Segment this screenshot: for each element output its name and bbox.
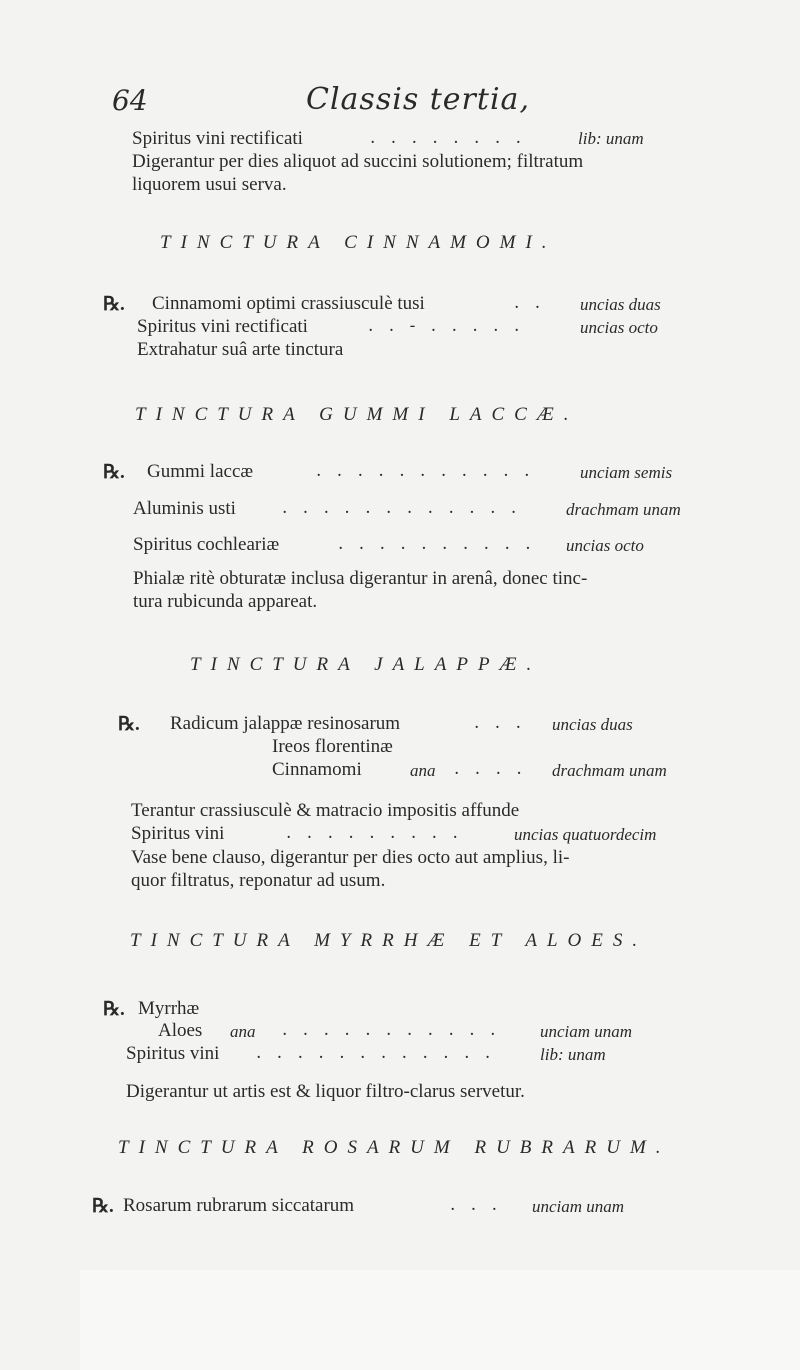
laccae-ingredient-3: Spiritus cochleariæ (133, 534, 280, 555)
cinnamomi-ingredient-2: Spiritus vini rectificati (137, 316, 308, 337)
intro-line-3: liquorem usui serva. (132, 174, 287, 195)
laccae-instruction-2: tura rubicunda appareat. (133, 591, 318, 612)
rosarum-ingredient-1-quantity: unciam unam (532, 1197, 625, 1216)
jalappae-instruction-3: quor filtratus, reponatur ad usum. (131, 870, 386, 891)
recipe-symbol: ℞. (92, 1196, 114, 1217)
jalappae-ingredient-1: Radicum jalappæ resinosarum (170, 713, 401, 734)
myrrhae-instruction: Digerantur ut artis est & liquor filtro-clarus servetur. (126, 1081, 525, 1102)
heading-tinctura-gummi-laccae: TINCTURA GUMMI LACCÆ. (135, 404, 579, 425)
cinnamomi-ingredient-2-dots: . . - . . . . . (368, 316, 525, 336)
jalappae-ingredient-3-quantity: drachmam unam (552, 761, 667, 780)
recipe-symbol: ℞. (118, 714, 140, 735)
laccae-ingredient-1-quantity: unciam semis (580, 463, 673, 482)
myrrhae-ingredient-2: Aloes (158, 1020, 203, 1041)
jalappae-ingredient-1-dots: . . . (474, 713, 527, 733)
intro-line-1-dots: . . . . . . . . (370, 128, 527, 148)
laccae-ingredient-3-quantity: uncias octo (566, 536, 644, 555)
recipe-symbol: ℞. (103, 294, 125, 315)
laccae-instruction-1: Phialæ ritè obturatæ inclusa digerantur in arenâ, donec tinc- (133, 568, 588, 589)
cinnamomi-ingredient-1-quantity: uncias duas (580, 295, 661, 314)
laccae-ingredient-1-dots: . . . . . . . . . . . (316, 461, 535, 481)
jalappae-ingredient-3-dots: . . . . (454, 759, 527, 779)
rosarum-ingredient-1: Rosarum rubrarum siccatarum (123, 1195, 355, 1216)
myrrhae-ingredient-3-dots: . . . . . . . . . . . . (256, 1043, 496, 1063)
jalappae-ingredient-2: Ireos florentinæ (272, 736, 393, 757)
jalappae-ingredient-4-quantity: uncias quatuordecim (514, 825, 657, 844)
laccae-ingredient-3-dots: . . . . . . . . . . (338, 534, 536, 554)
intro-line-2: Digerantur per dies aliquot ad succini solutionem; filtratum (132, 151, 584, 172)
jalappae-ana-label: ana (410, 761, 436, 780)
rosarum-ingredient-1-dots: . . . (450, 1195, 503, 1215)
recipe-symbol: ℞. (103, 999, 125, 1020)
jalappae-ingredient-4-dots: . . . . . . . . . (286, 823, 463, 843)
laccae-ingredient-2-dots: . . . . . . . . . . . . (282, 498, 522, 518)
jalappae-ingredient-3: Cinnamomi (272, 759, 362, 780)
myrrhae-ingredient-2-quantity: unciam unam (540, 1022, 633, 1041)
jalappae-ingredient-4: Spiritus vini (131, 823, 225, 844)
heading-tinctura-myrrhae-et-aloes: TINCTURA MYRRHÆ ET ALOES. (130, 930, 648, 951)
jalappae-instruction-1: Terantur crassiusculè & matracio impositis affunde (131, 800, 520, 821)
recipe-symbol: ℞. (103, 462, 125, 483)
heading-tinctura-rosarum-rubrarum: TINCTURA ROSARUM RUBRARUM. (118, 1137, 671, 1158)
myrrhae-ana-label: ana (230, 1022, 256, 1041)
myrrhae-ingredient-3: Spiritus vini (126, 1043, 220, 1064)
intro-line-1: Spiritus vini rectificati (132, 128, 303, 149)
laccae-ingredient-1: Gummi laccæ (147, 461, 254, 482)
heading-tinctura-cinnamomi: TINCTURA CINNAMOMI. (160, 232, 557, 253)
laccae-ingredient-2: Aluminis usti (133, 498, 236, 519)
jalappae-ingredient-1-quantity: uncias duas (552, 715, 633, 734)
cinnamomi-ingredient-2-quantity: uncias octo (580, 318, 658, 337)
cinnamomi-instruction: Extrahatur suâ arte tinctura (137, 339, 344, 360)
page-number: 64 (112, 84, 148, 117)
page-bottom-margin (80, 1270, 800, 1370)
page-title: Classis tertia, (306, 82, 530, 117)
myrrhae-ingredient-2-dots: . . . . . . . . . . . (282, 1020, 501, 1040)
jalappae-instruction-2: Vase bene clauso, digerantur per dies octo aut amplius, li- (131, 847, 570, 868)
laccae-ingredient-2-quantity: drachmam unam (566, 500, 681, 519)
intro-line-1-quantity: lib: unam (578, 129, 644, 148)
cinnamomi-ingredient-1: Cinnamomi optimi crassiusculè tusi (152, 293, 425, 314)
myrrhae-ingredient-1: Myrrhæ (138, 998, 200, 1019)
myrrhae-ingredient-3-quantity: lib: unam (540, 1045, 606, 1064)
cinnamomi-ingredient-1-dots: . . (514, 293, 546, 313)
heading-tinctura-jalappae: TINCTURA JALAPPÆ. (190, 654, 542, 675)
